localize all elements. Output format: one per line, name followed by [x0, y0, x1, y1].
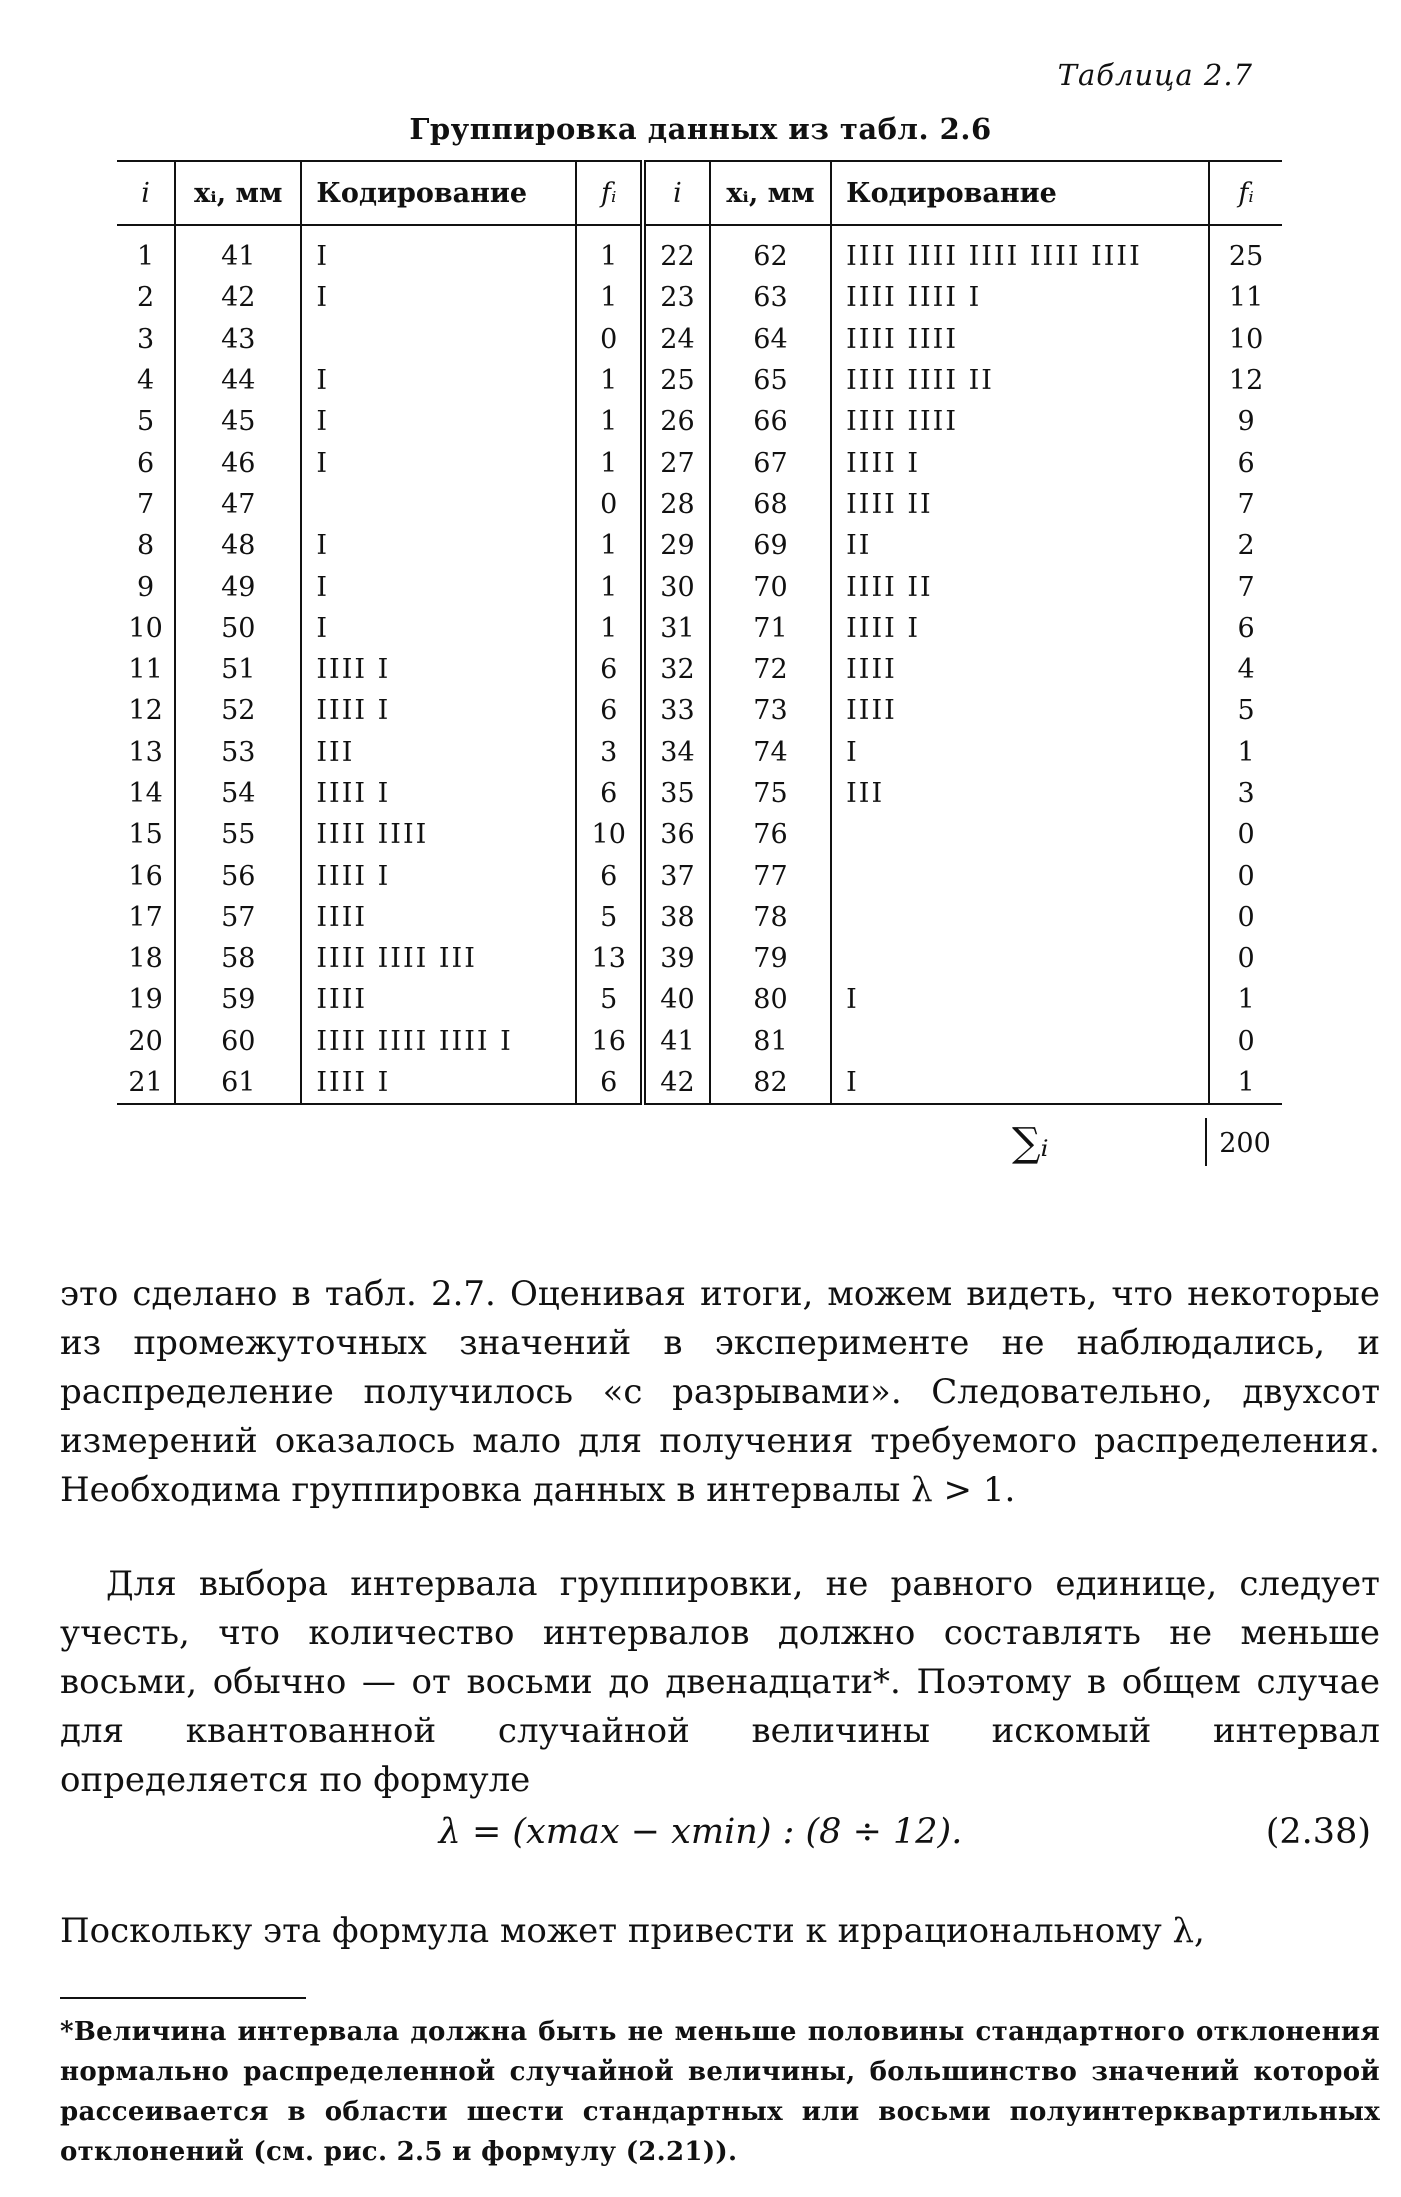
row-f-left: 1	[576, 401, 643, 442]
row-f-right: 1	[1237, 1067, 1255, 1099]
row-f-left: 1	[576, 360, 643, 401]
row-f-left: 1	[576, 442, 643, 483]
table-row	[117, 608, 1282, 649]
row-x-left: 56	[175, 855, 301, 896]
row-code-left: III	[301, 732, 576, 773]
row-f-left: 1	[576, 566, 643, 607]
row-code-left: IIII IIII III	[301, 938, 576, 979]
row-code-right: IIII	[831, 690, 1209, 731]
row-i-right: 38	[643, 897, 710, 938]
row-i-left: 3	[117, 319, 175, 360]
row-f-left: 1	[576, 277, 643, 318]
row-code-right: IIII IIII I	[831, 277, 1209, 318]
row-x-right: 70	[710, 566, 831, 607]
table-row	[117, 566, 1282, 607]
table-row	[117, 732, 1282, 773]
row-f-left: 6	[576, 649, 643, 690]
row-code-right: I	[831, 732, 1209, 773]
row-x-right: 79	[710, 938, 831, 979]
row-f-left: 0	[576, 319, 643, 360]
table-row	[117, 225, 1282, 277]
row-x-right: 64	[710, 319, 831, 360]
header-i-left: i	[117, 161, 175, 225]
header-x-right: xᵢ, мм	[710, 161, 831, 225]
row-i-right: 29	[643, 525, 710, 566]
row-x-right: 62	[710, 225, 831, 277]
row-f-left: 6	[576, 690, 643, 731]
row-f-left: 5	[576, 897, 643, 938]
row-code-right: III	[831, 773, 1209, 814]
row-x-right: 82	[710, 1062, 831, 1104]
row-i-left: 10	[117, 608, 175, 649]
row-f-left: 0	[576, 484, 643, 525]
table-row	[117, 525, 1282, 566]
row-code-right	[831, 897, 1209, 938]
row-f-left: 1	[576, 525, 643, 566]
row-x-left: 50	[175, 608, 301, 649]
row-f-left: 6	[576, 773, 643, 814]
paragraph-3: Поскольку эта формула может привести к иррациональному λ,	[60, 1911, 1205, 1951]
sum-value: 200	[1219, 1128, 1271, 1159]
table-row	[117, 319, 1282, 360]
paragraph-1: это сделано в табл. 2.7. Оценивая итоги, можем видеть, что некоторые из промежуточных значений в эксперименте не наблюдались, и распределение получилось «с разрывами». Следовательно, двухсот измерений оказалось мало для получения требуемого распределения. Необходима группировка данных в интервалы λ > 1.	[60, 1274, 1380, 1510]
row-code-left: IIII I	[301, 855, 576, 896]
row-f-right: 5	[1237, 695, 1255, 727]
row-x-right: 80	[710, 979, 831, 1020]
row-i-left: 2	[117, 277, 175, 318]
row-x-left: 49	[175, 566, 301, 607]
row-x-right: 73	[710, 690, 831, 731]
row-i-right: 42	[643, 1062, 710, 1104]
row-i-left: 19	[117, 979, 175, 1020]
row-code-right	[831, 814, 1209, 855]
table-title: Группировка данных из табл. 2.6	[409, 112, 992, 146]
row-f-left: 6	[576, 1062, 643, 1104]
row-code-right: IIII II	[831, 566, 1209, 607]
row-code-left: I	[301, 277, 576, 318]
row-x-right: 78	[710, 897, 831, 938]
row-i-right: 28	[643, 484, 710, 525]
row-code-right: IIII IIII IIII IIII IIII	[831, 225, 1209, 277]
row-i-right: 24	[643, 319, 710, 360]
row-x-left: 60	[175, 1021, 301, 1062]
table-row	[117, 401, 1282, 442]
row-code-left: IIII IIII IIII I	[301, 1021, 576, 1062]
row-i-right: 39	[643, 938, 710, 979]
row-x-left: 58	[175, 938, 301, 979]
row-x-right: 66	[710, 401, 831, 442]
row-x-right: 77	[710, 855, 831, 896]
row-f-left: 5	[576, 979, 643, 1020]
sum-row	[117, 1118, 1282, 1180]
row-f-left: 1	[576, 608, 643, 649]
row-f-left: 6	[576, 855, 643, 896]
row-x-right: 74	[710, 732, 831, 773]
row-x-left: 45	[175, 401, 301, 442]
row-i-left: 7	[117, 484, 175, 525]
row-code-left	[301, 319, 576, 360]
row-code-left: I	[301, 401, 576, 442]
row-code-left: I	[301, 225, 576, 277]
row-i-right: 33	[643, 690, 710, 731]
row-code-left: IIII I	[301, 690, 576, 731]
row-i-right: 27	[643, 442, 710, 483]
row-code-right: IIII IIII	[831, 401, 1209, 442]
table-row	[117, 277, 1282, 318]
row-x-right: 81	[710, 1021, 831, 1062]
row-code-right: IIII IIII II	[831, 360, 1209, 401]
row-x-left: 51	[175, 649, 301, 690]
table-row	[117, 855, 1282, 896]
row-x-left: 48	[175, 525, 301, 566]
row-i-right: 25	[643, 360, 710, 401]
table-row	[117, 649, 1282, 690]
row-i-left: 8	[117, 525, 175, 566]
equation-number: (2.38)	[1265, 1812, 1371, 1852]
row-i-left: 5	[117, 401, 175, 442]
table-row	[117, 773, 1282, 814]
row-i-left: 6	[117, 442, 175, 483]
row-code-left	[301, 484, 576, 525]
row-x-left: 43	[175, 319, 301, 360]
row-f-right: 11	[1228, 282, 1264, 314]
row-f-right: 1	[1237, 736, 1255, 768]
row-x-right: 63	[710, 277, 831, 318]
row-i-right: 41	[643, 1021, 710, 1062]
table-row	[117, 360, 1282, 401]
row-i-left: 21	[117, 1062, 175, 1104]
row-f-right: 4	[1237, 654, 1255, 686]
row-code-right: IIII I	[831, 442, 1209, 483]
header-i-right: i	[643, 161, 710, 225]
row-code-left: IIII	[301, 979, 576, 1020]
footnote: *Величина интервала должна быть не меньше половины стандартного отклонения нормально распределенной случайной величины, большинство значений которой рассеивается в области шести стандартных или восьми полуинтерквартильных отклонений (см. рис. 2.5 и формулу (2.21)).	[60, 2017, 1380, 2167]
row-f-left: 3	[576, 732, 643, 773]
sum-divider	[1205, 1118, 1207, 1166]
row-f-right: 10	[1228, 323, 1264, 355]
row-f-left: 10	[576, 814, 643, 855]
row-x-right: 69	[710, 525, 831, 566]
row-code-right: IIII I	[831, 608, 1209, 649]
row-x-left: 42	[175, 277, 301, 318]
row-x-left: 44	[175, 360, 301, 401]
row-f-left: 13	[576, 938, 643, 979]
table-number: Таблица 2.7	[1057, 58, 1253, 92]
row-i-left: 11	[117, 649, 175, 690]
row-code-left: I	[301, 442, 576, 483]
table-row	[117, 897, 1282, 938]
row-f-right: 1	[1237, 984, 1255, 1016]
row-code-left: IIII IIII	[301, 814, 576, 855]
row-i-left: 18	[117, 938, 175, 979]
row-i-right: 30	[643, 566, 710, 607]
row-f-left: 1	[576, 225, 643, 277]
paragraph-2: Для выбора интервала группировки, не равного единице, следует учесть, что количество интервалов должно составлять не меньше восьми, обычно — от восьми до двенадцати*. Поэтому в общем случае для квантованной случайной величины искомый интервал определяется по формуле	[60, 1564, 1380, 1800]
row-i-left: 9	[117, 566, 175, 607]
row-code-right: I	[831, 1062, 1209, 1104]
row-f-right: 9	[1237, 406, 1255, 438]
row-code-left: I	[301, 566, 576, 607]
row-x-right: 76	[710, 814, 831, 855]
row-i-right: 31	[643, 608, 710, 649]
table-row	[117, 1021, 1282, 1062]
table-body	[117, 225, 1282, 1104]
row-x-left: 55	[175, 814, 301, 855]
row-code-right: I	[831, 979, 1209, 1020]
row-x-left: 41	[175, 225, 301, 277]
row-i-right: 23	[643, 277, 710, 318]
row-f-right: 0	[1237, 943, 1255, 975]
table-header-row	[117, 161, 1282, 225]
row-x-left: 61	[175, 1062, 301, 1104]
table-row	[117, 690, 1282, 731]
table-row	[117, 979, 1282, 1020]
sum-symbol: ∑ᵢ	[1012, 1120, 1049, 1166]
row-f-right: 0	[1237, 860, 1255, 892]
row-x-right: 65	[710, 360, 831, 401]
footnote-rule	[60, 1997, 306, 1999]
header-x-left: xᵢ, мм	[175, 161, 301, 225]
row-i-right: 34	[643, 732, 710, 773]
row-x-left: 47	[175, 484, 301, 525]
row-code-right: IIII II	[831, 484, 1209, 525]
row-x-right: 67	[710, 442, 831, 483]
table-row	[117, 1062, 1282, 1104]
grouping-table	[117, 160, 1282, 1105]
row-i-left: 4	[117, 360, 175, 401]
row-f-right: 0	[1237, 1025, 1255, 1057]
row-f-right: 3	[1237, 778, 1255, 809]
row-code-left: IIII I	[301, 773, 576, 814]
row-i-left: 20	[117, 1021, 175, 1062]
row-x-right: 75	[710, 773, 831, 814]
row-i-left: 15	[117, 814, 175, 855]
row-code-left: I	[301, 525, 576, 566]
row-x-left: 54	[175, 773, 301, 814]
row-f-right: 2	[1237, 530, 1255, 562]
row-f-right: 12	[1228, 365, 1264, 397]
row-x-left: 46	[175, 442, 301, 483]
row-f-right: 7	[1237, 488, 1255, 520]
header-f-left: fᵢ	[576, 161, 643, 225]
row-code-left: I	[301, 360, 576, 401]
table-row	[117, 814, 1282, 855]
row-f-right: 6	[1237, 612, 1255, 644]
row-f-right: 7	[1237, 571, 1255, 603]
row-code-right	[831, 938, 1209, 979]
row-code-right	[831, 855, 1209, 896]
row-i-left: 1	[117, 225, 175, 277]
row-code-right: II	[831, 525, 1209, 566]
row-x-right: 71	[710, 608, 831, 649]
row-i-left: 16	[117, 855, 175, 896]
table-row	[117, 938, 1282, 979]
table-row	[117, 484, 1282, 525]
row-i-left: 13	[117, 732, 175, 773]
row-code-left: IIII I	[301, 1062, 576, 1104]
row-x-left: 57	[175, 897, 301, 938]
row-x-left: 53	[175, 732, 301, 773]
row-f-right: 6	[1237, 447, 1255, 479]
formula: λ = (xmax − xmin) : (8 ÷ 12).	[438, 1812, 963, 1852]
row-i-right: 40	[643, 979, 710, 1020]
row-code-left: IIII	[301, 897, 576, 938]
header-code-right: Кодирование	[831, 161, 1209, 225]
header-code-left: Кодирование	[301, 161, 576, 225]
header-f-right: fᵢ	[1209, 161, 1282, 225]
table-row	[117, 442, 1282, 483]
row-f-right: 25	[1228, 241, 1264, 273]
row-x-right: 72	[710, 649, 831, 690]
row-f-left: 16	[576, 1021, 643, 1062]
row-i-right: 32	[643, 649, 710, 690]
row-i-right: 35	[643, 773, 710, 814]
row-x-left: 52	[175, 690, 301, 731]
row-i-right: 22	[643, 225, 710, 277]
row-i-right: 37	[643, 855, 710, 896]
row-code-right: IIII IIII	[831, 319, 1209, 360]
row-i-right: 26	[643, 401, 710, 442]
row-x-left: 59	[175, 979, 301, 1020]
row-code-right: IIII	[831, 649, 1209, 690]
row-code-left: IIII I	[301, 649, 576, 690]
row-i-right: 36	[643, 814, 710, 855]
row-f-right: 0	[1237, 819, 1255, 851]
row-code-left: I	[301, 608, 576, 649]
row-i-left: 17	[117, 897, 175, 938]
row-i-left: 14	[117, 773, 175, 814]
row-i-left: 12	[117, 690, 175, 731]
row-x-right: 68	[710, 484, 831, 525]
row-code-right	[831, 1021, 1209, 1062]
row-f-right: 0	[1237, 901, 1255, 933]
